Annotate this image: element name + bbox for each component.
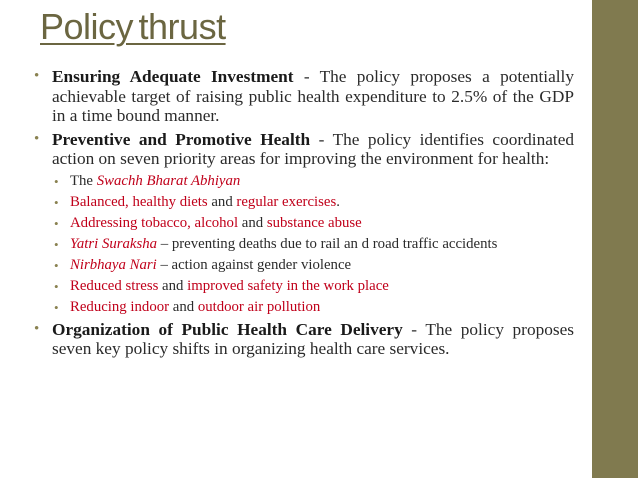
item-highlight: substance abuse <box>266 214 362 231</box>
item-highlight: Addressing tobacco, alcohol <box>70 214 239 231</box>
item-highlight: Reducing indoor <box>70 298 170 315</box>
bullet-icon: • <box>34 68 40 84</box>
item-highlight: Swachh Bharat Abhiyan <box>96 172 241 189</box>
bullet-preventive-health <box>34 130 574 169</box>
item-highlight: Nirbhaya Nari <box>70 256 157 273</box>
accent-sidebar <box>592 0 638 478</box>
item-text: – action against gender violence <box>156 256 352 273</box>
list-item <box>54 173 574 190</box>
item-text: . <box>336 193 340 210</box>
bullet-icon: • <box>54 173 59 189</box>
priority-areas-list <box>54 173 574 316</box>
list-item <box>54 278 574 295</box>
slide-title: Policy thrust <box>40 6 226 47</box>
bullet-heading: Preventive and Promotive Health <box>52 129 311 149</box>
item-text: and <box>207 193 237 210</box>
bullet-icon: • <box>54 278 59 294</box>
slide-content <box>34 67 574 363</box>
item-highlight: Yatri Suraksha <box>70 235 158 252</box>
bullet-icon: • <box>54 299 59 315</box>
list-item <box>54 257 574 274</box>
bullet-adequate-investment <box>34 67 574 126</box>
item-highlight: Reduced stress <box>70 277 159 294</box>
item-highlight: regular exercises <box>236 193 337 210</box>
bullet-icon: • <box>54 236 59 252</box>
item-highlight: improved safety in the work place <box>187 277 389 294</box>
bullet-heading: Organization of Public Health Care Delivery <box>52 319 403 339</box>
bullet-icon: • <box>34 320 40 337</box>
item-highlight: outdoor air pollution <box>197 298 321 315</box>
bullet-text: - The policy proposes seven key policy shifts in organizing health care services. <box>52 319 574 358</box>
list-item <box>54 236 574 253</box>
item-text: – preventing deaths due to rail an d road traffic accidents <box>157 235 498 252</box>
item-highlight: Balanced, healthy diets <box>70 193 208 210</box>
item-text: The <box>70 172 97 189</box>
bullet-icon: • <box>34 130 40 147</box>
list-item <box>54 194 574 211</box>
bullet-icon: • <box>54 257 59 273</box>
bullet-text: - The policy identifies coordinated action on seven priority areas for improving the environment for health: <box>52 129 575 168</box>
bullet-heading: Ensuring Adequate Investment <box>52 67 294 86</box>
list-item <box>54 215 574 232</box>
bullet-icon: • <box>54 215 59 231</box>
item-text: and <box>169 298 198 315</box>
item-text: and <box>158 277 188 294</box>
bullet-icon: • <box>54 194 59 210</box>
list-item <box>54 299 574 316</box>
item-text: and <box>238 214 267 231</box>
bullet-care-delivery <box>34 320 574 359</box>
bullet-text: - The policy proposes a potentially achievable target of raising public health expenditure to 2.5% of the GDP in a time bound manner. <box>52 67 574 125</box>
